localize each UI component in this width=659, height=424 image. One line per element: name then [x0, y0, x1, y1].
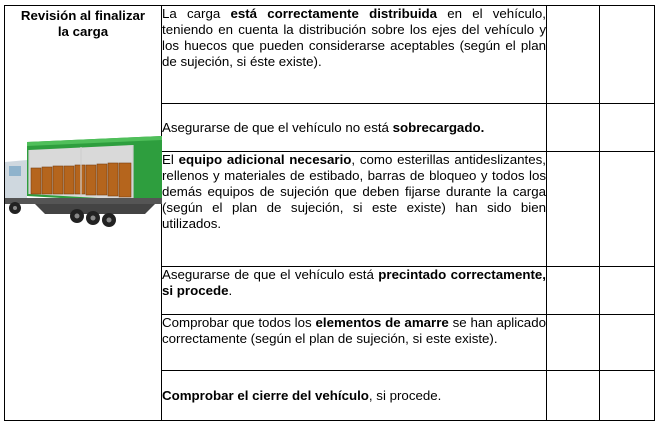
check-box-1b[interactable] — [600, 6, 655, 104]
check-box-2b[interactable] — [600, 104, 655, 152]
check-box-5b[interactable] — [600, 315, 655, 371]
trailer-chassis — [5, 198, 162, 204]
checklist-item-6 — [162, 371, 547, 421]
item-2-part-2: sobrecargado. — [392, 119, 485, 135]
item-5-part-3: se han aplicado correctamente (según el plan de sujeción, si este existe). — [162, 315, 546, 346]
check-box-6a[interactable] — [547, 371, 600, 421]
checklist-item-4 — [162, 267, 547, 315]
item-2-part-1: Asegurarse de que el vehículo no está — [162, 119, 393, 135]
checklist-item-1 — [162, 6, 547, 104]
check-box-5a[interactable] — [547, 315, 600, 371]
check-box-4b[interactable] — [600, 267, 655, 315]
curtain-side-truck-icon — [5, 132, 162, 232]
check-box-6b[interactable] — [600, 371, 655, 421]
item-6-part-1: Comprobar el cierre del vehículo — [162, 387, 369, 403]
check-box-2a[interactable] — [547, 104, 600, 152]
item-5-part-1: Comprobar que todos los — [162, 315, 316, 330]
table-row — [5, 6, 655, 104]
checklist-item-2 — [162, 104, 547, 152]
item-3-part-2: equipo adicional necesario — [178, 152, 352, 167]
section-cell — [5, 6, 162, 421]
item-4-part-2: precintado correctamente, si procede — [162, 267, 546, 298]
item-4-part-3: . — [228, 283, 233, 298]
checklist-item-3 — [162, 152, 547, 267]
item-4-part-1: Asegurarse de que el vehículo está — [162, 267, 379, 282]
section-title — [5, 6, 161, 40]
item-3-part-3: , como esterillas antideslizantes, rellenos y materiales de estibado, barras de bloqueo y todos los demás equipos de sujeción que deben fijarse durante la carga (según el plan de sujeción, si este existe) han sido bien utilizados. — [162, 152, 546, 231]
checklist-item-5 — [162, 315, 547, 371]
item-3-part-1: El — [162, 152, 179, 167]
item-6-part-2: , si procede. — [368, 387, 442, 403]
check-box-4a[interactable] — [547, 267, 600, 315]
item-1-part-2: está correctamente distribuida — [230, 6, 438, 21]
loading-checklist-table — [4, 5, 655, 421]
check-box-3a[interactable] — [547, 152, 600, 267]
section-title-line-1: Revisión al finalizar — [20, 8, 146, 23]
item-1-part-1: La carga — [162, 6, 231, 21]
item-5-part-2: elementos de amarre — [315, 315, 449, 330]
item-1-part-3: en el vehículo, teniendo en cuenta la distribución sobre los ejes del vehículo y los huecos que pueden considerarse aceptables (según el plan de sujeción, si éste existe). — [162, 6, 546, 69]
check-box-1a[interactable] — [547, 6, 600, 104]
check-box-3b[interactable] — [600, 152, 655, 267]
section-title-line-2: la carga — [57, 24, 109, 39]
